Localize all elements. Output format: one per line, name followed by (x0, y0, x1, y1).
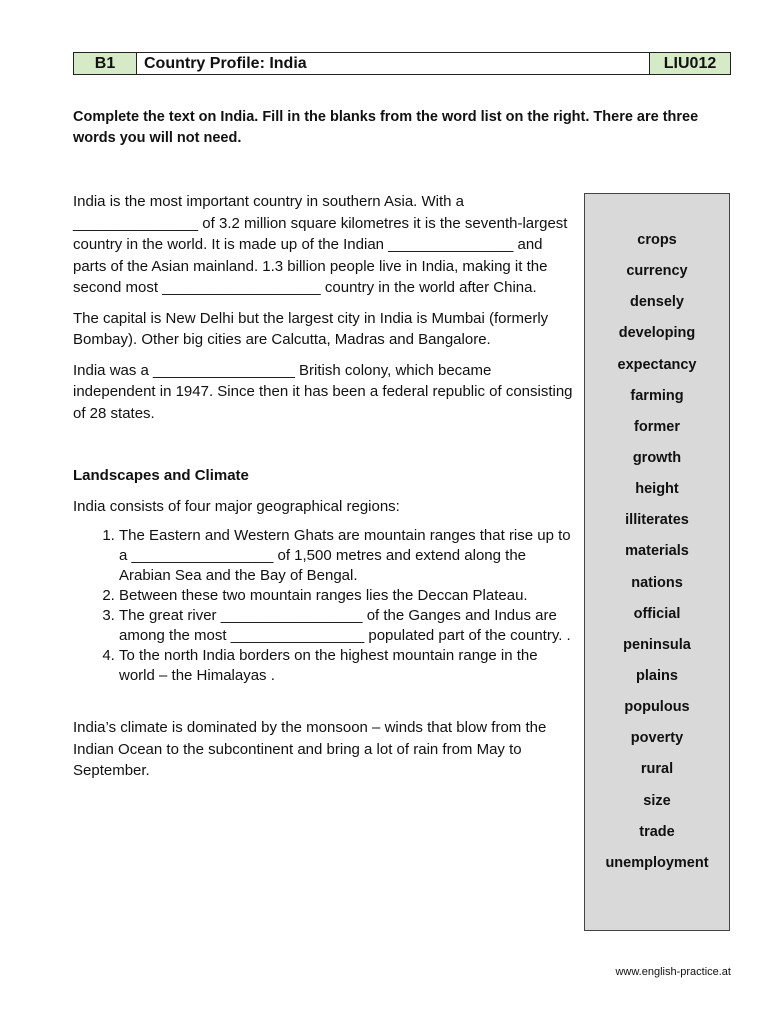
word-item: crops (637, 232, 677, 248)
word-item: populous (624, 699, 690, 716)
word-item: growth (632, 449, 682, 466)
paragraph-intro: India is the most important country in southern Asia. With a _______________ of 3.2 million square kilometres it is the seventh-largest country in the world. It is made up of the Indian _______________ and parts of the Asian mainland. 1.3 billion people live in India, making it the second most ___________________ country in the world after China. (73, 193, 568, 296)
word-item: illiterates (625, 512, 689, 529)
word-item: trade (639, 823, 675, 840)
regions-intro: India consists of four major geographical regions: (73, 497, 400, 515)
word-item: densely (630, 294, 684, 311)
list-item: 2. Between these two mountain ranges lies the Deccan Plateau. (119, 586, 573, 606)
word-item: height (635, 481, 679, 498)
word-item: developing (618, 325, 696, 342)
word-item: expectancy (617, 356, 697, 373)
instructions: Complete the text on India. Fill in the blanks from the word list on the right. There are three words you will not need. (73, 109, 699, 146)
paragraph-history: India was a _________________ British colony, which became independent in 1947. Since then it has been a federal republic of consisting of 28 states. (73, 361, 573, 422)
word-item: materials (625, 543, 689, 560)
word-item: poverty (630, 730, 684, 747)
worksheet-title: Country Profile: India (137, 53, 649, 74)
regions-list (73, 526, 573, 686)
word-list-box (584, 193, 730, 931)
level-badge: B1 (74, 53, 137, 74)
word-item: nations (631, 574, 683, 591)
word-item: plains (636, 667, 678, 684)
list-item: 4. To the north India borders on the highest mountain range in the world – the Himalayas . (119, 646, 573, 686)
word-item: official (633, 605, 681, 622)
word-item: peninsula (623, 636, 691, 653)
word-item: size (643, 792, 671, 809)
footer-url: www.english-practice.at (615, 966, 731, 978)
paragraph-climate: India’s climate is dominated by the monsoon – winds that blow from the Indian Ocean to the subcontinent and bring a lot of rain from May to September. (73, 719, 547, 779)
main-text (73, 191, 573, 791)
worksheet-code: LIU012 (649, 53, 730, 74)
worksheet-header (73, 52, 731, 75)
section-heading: Landscapes and Climate (73, 467, 249, 484)
word-item: unemployment (605, 854, 709, 871)
paragraph-capital: The capital is New Delhi but the largest city in India is Mumbai (formerly Bombay). Other big cities are Calcutta, Madras and Bangalore. (73, 309, 549, 348)
list-item: 1. The Eastern and Western Ghats are mountain ranges that rise up to a _________________ of 1,500 metres and extend along the Arabian Sea and the Bay of Bengal. (119, 526, 573, 586)
list-item: 3. The great river _________________ of the Ganges and Indus are among the most ________________ populated part of the country. . (119, 606, 573, 646)
word-item: currency (626, 263, 688, 280)
word-list (585, 194, 729, 883)
word-item: former (634, 418, 680, 435)
word-item: farming (630, 387, 684, 404)
word-item: rural (640, 761, 674, 778)
